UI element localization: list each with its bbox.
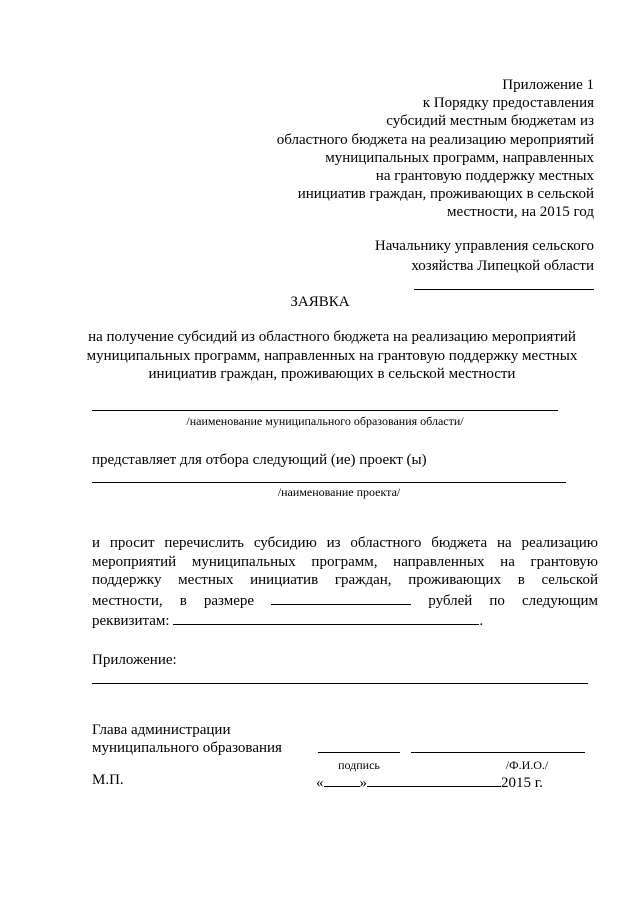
head-title-line: муниципального образования: [92, 740, 282, 756]
requisites-field[interactable]: [173, 610, 479, 625]
addressee-line: хозяйства Липецкой области: [411, 258, 594, 274]
signature-caption: подпись: [338, 758, 380, 772]
project-intro-text: представляет для отбора следующий (ие) проект (ы): [92, 452, 427, 468]
date-open-quote: «: [316, 775, 324, 791]
seal-label: М.П.: [92, 772, 124, 788]
date-field: [316, 772, 543, 792]
municipality-caption: /наименование муниципального образования области/: [186, 414, 464, 428]
head-title-line: Глава администрации: [92, 722, 231, 738]
request-line: [92, 610, 598, 631]
signature-field[interactable]: [318, 752, 400, 753]
date-month-field[interactable]: [367, 772, 501, 787]
addressee-line: Начальнику управления сельского: [374, 238, 594, 254]
request-paragraph: [92, 534, 598, 631]
project-caption: /наименование проекта/: [277, 485, 401, 499]
appendix-line: муниципальных программ, направленных: [325, 149, 594, 166]
addressee-signature-line: [414, 289, 594, 290]
appendix-header: [234, 76, 594, 222]
attachment-field[interactable]: [92, 683, 588, 684]
appendix-line: субсидий местным бюджетам из: [386, 113, 594, 130]
full-name-field[interactable]: [411, 752, 585, 753]
municipality-name-field[interactable]: [92, 410, 558, 411]
request-line-part: реквизитам:: [92, 613, 170, 629]
appendix-line: на грантовую поддержку местных: [375, 168, 594, 185]
document-subtitle: [60, 328, 604, 384]
appendix-line: местности, на 2015 год: [446, 204, 594, 221]
appendix-line: областного бюджета на реализацию мероприятий: [276, 131, 594, 148]
request-line-part: рублей по следующим: [428, 592, 599, 609]
appendix-line: к Порядку предоставления: [422, 95, 594, 112]
amount-field[interactable]: [271, 590, 411, 605]
request-line: [92, 590, 598, 611]
request-line: мероприятий муниципальных программ, направленных на грантовую: [92, 553, 598, 570]
date-day-field[interactable]: [324, 772, 360, 787]
appendix-line: Приложение 1: [502, 77, 594, 93]
appendix-line: инициатив граждан, проживающих в сельской: [297, 186, 594, 203]
request-line: поддержку местных инициатив граждан, проживающих в сельской: [92, 572, 598, 588]
subtitle-line: на получение субсидий из областного бюджета на реализацию мероприятий: [88, 329, 576, 345]
full-name-caption: /Ф.И.О./: [505, 758, 549, 772]
subtitle-line: инициатив граждан, проживающих в сельской местности: [148, 366, 516, 382]
date-close-quote: »: [359, 775, 367, 791]
document-title: ЗАЯВКА: [290, 294, 350, 310]
addressee-block: [274, 236, 594, 276]
request-line-part: .: [479, 613, 484, 629]
request-line-part: местности, в размере: [92, 592, 255, 609]
project-name-field[interactable]: [92, 482, 566, 483]
request-line: и просит перечислить субсидию из областного бюджета на реализацию: [92, 535, 598, 551]
subtitle-line: муниципальных программ, направленных на грантовую поддержку местных: [86, 347, 578, 364]
date-year: 2015 г.: [501, 775, 543, 791]
attachment-label: Приложение:: [92, 652, 177, 668]
